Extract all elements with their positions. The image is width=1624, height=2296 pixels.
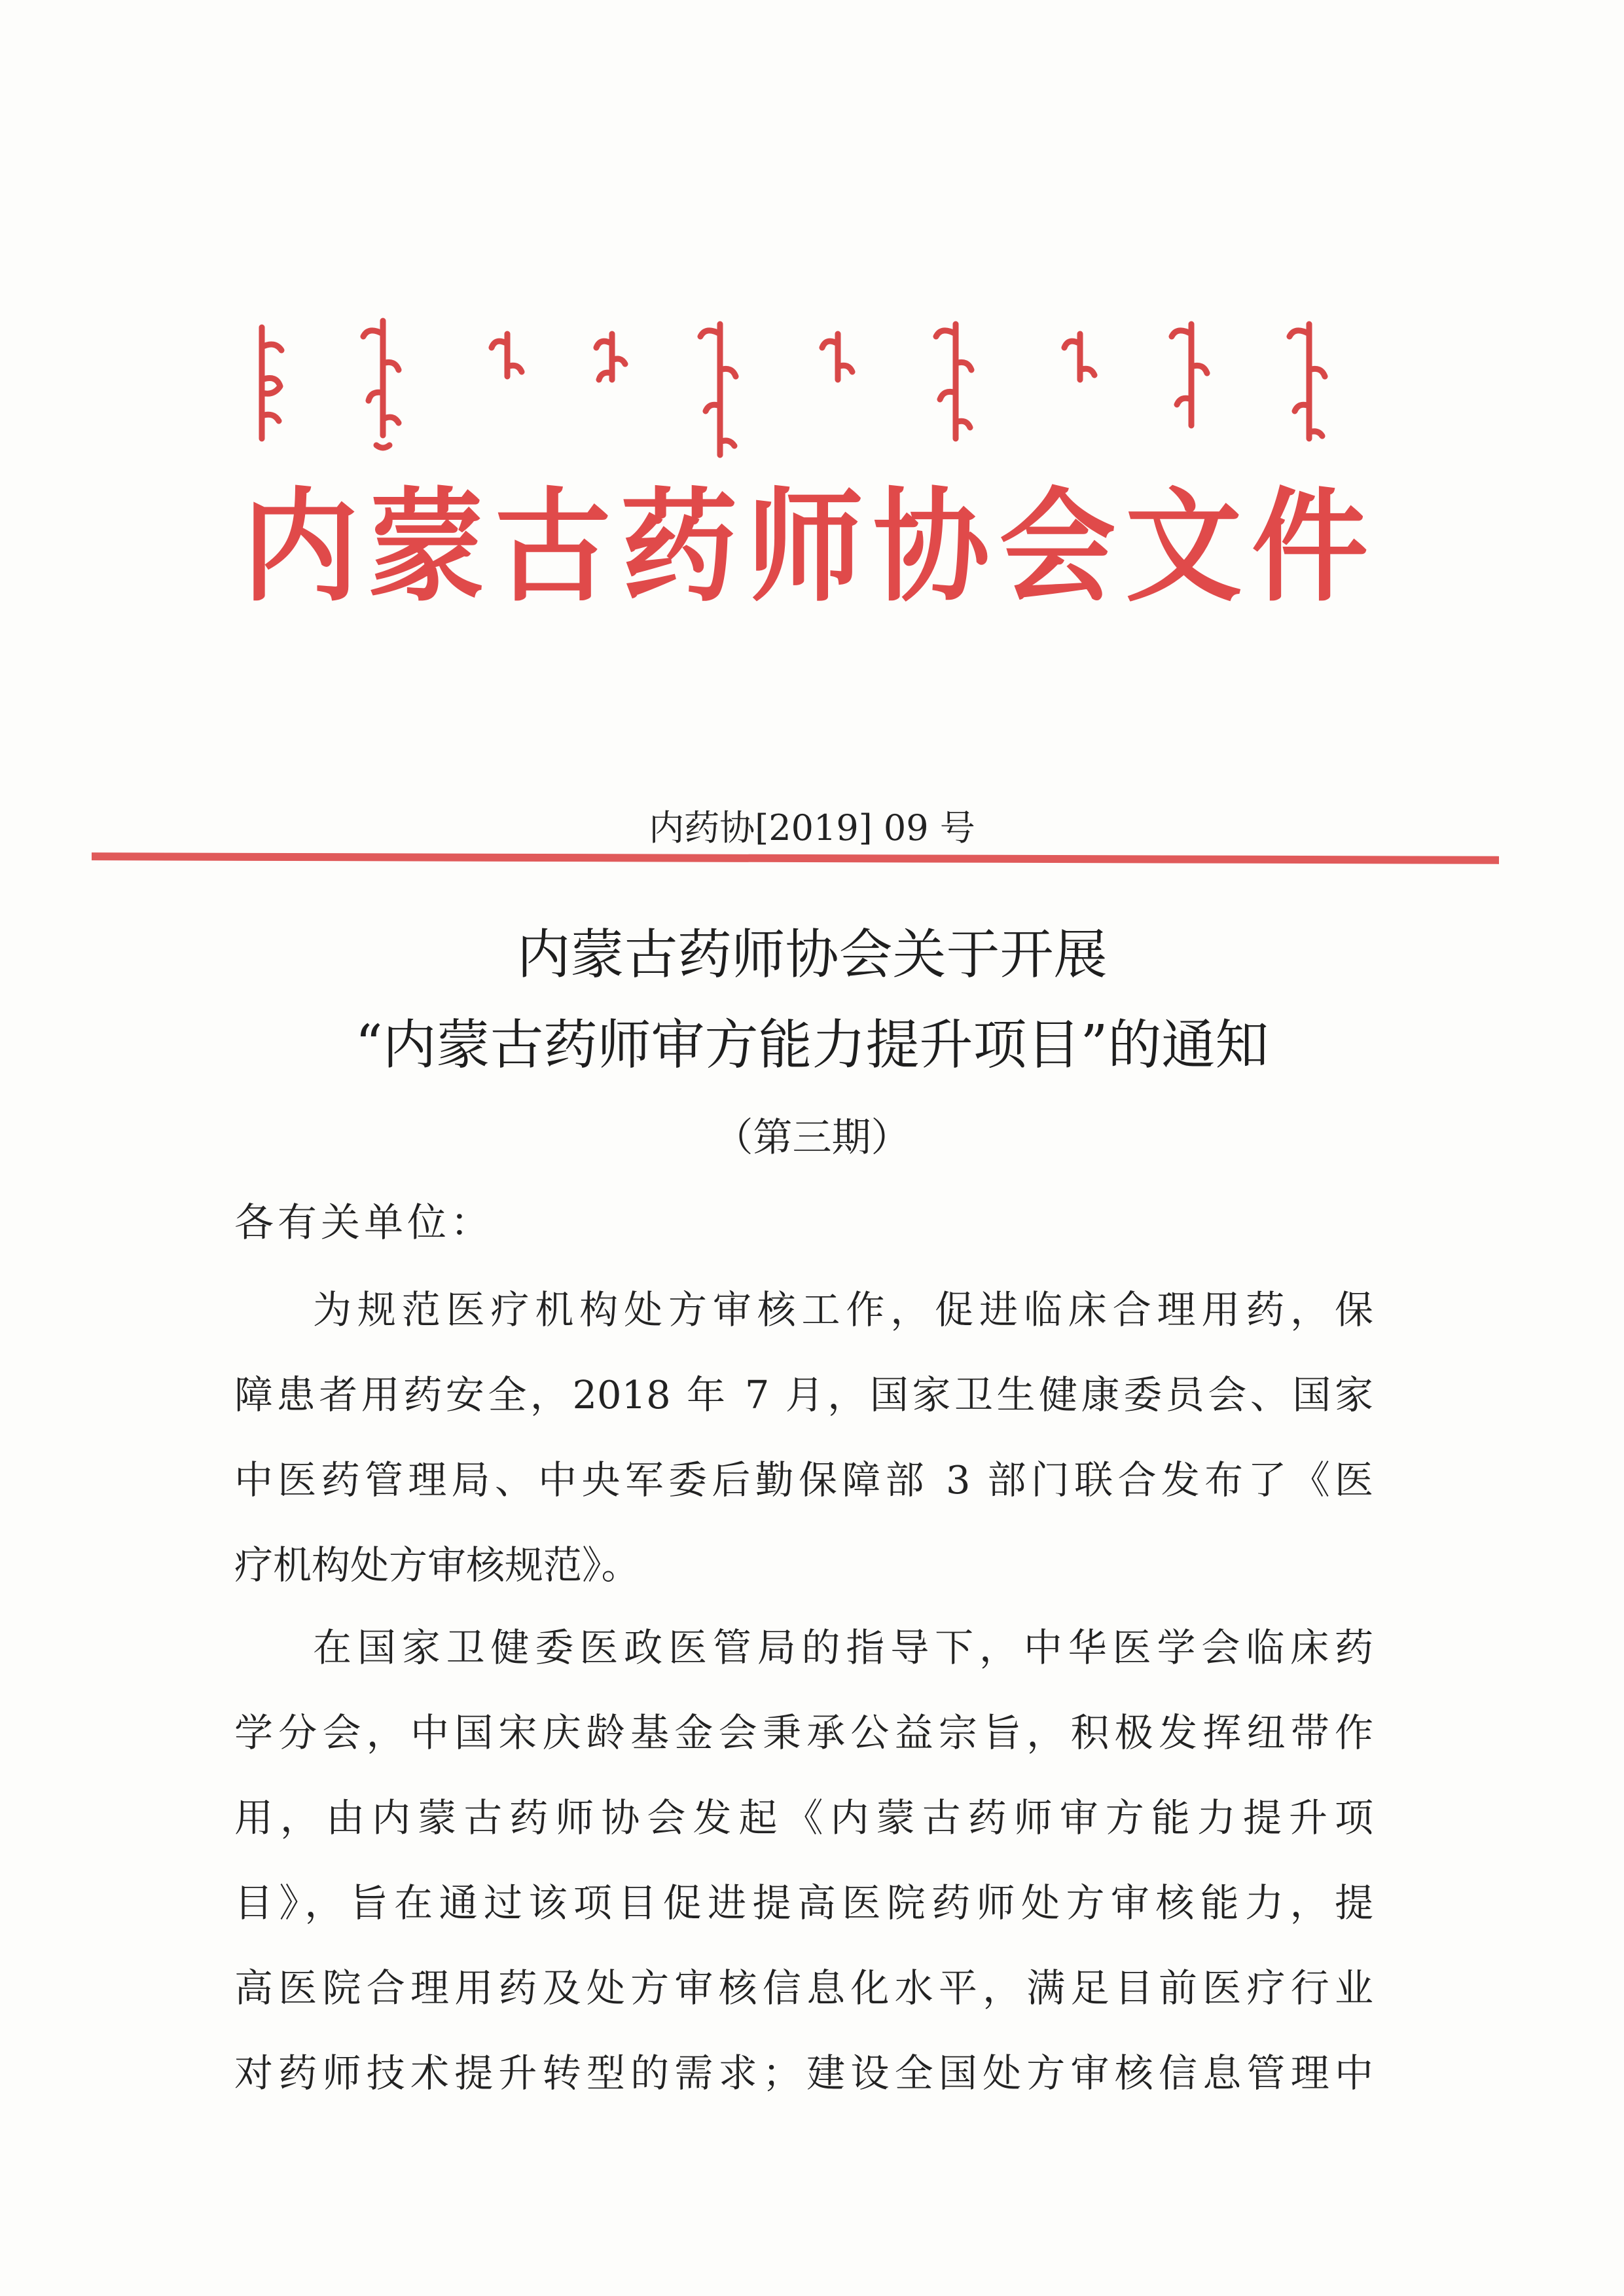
paragraph-2 — [234, 1605, 1373, 2116]
masthead-char: 会 — [999, 474, 1116, 619]
paragraph-line: 在国家卫健委医政医管局的指导下，中华医学会临床药 — [313, 1625, 1373, 1670]
notice-subtitle: （第三期） — [713, 1115, 911, 1161]
paragraph-line: 高医院合理用药及处方审核信息化水平，满足目前医疗行业 — [234, 1965, 1373, 2011]
paragraph-line: 用，由内蒙古药师协会发起《内蒙古药师审方能力提升项 — [234, 1795, 1373, 1840]
masthead-char: 师 — [747, 474, 863, 619]
red-divider — [92, 852, 1499, 864]
paragraph-line: 为规范医疗机构处方审核工作，促进临床合理用药，保 — [313, 1287, 1373, 1332]
masthead-char: 内 — [242, 474, 359, 619]
document-masthead — [242, 471, 1368, 622]
masthead-char: 药 — [621, 474, 738, 619]
mongolian-script-title — [249, 308, 1348, 458]
paragraph-line: 学分会，中国宋庆龄基金会秉承公益宗旨，积极发挥纽带作 — [234, 1710, 1373, 1755]
notice-title-line2: “内蒙古药师审方能力提升项目”的通知 — [355, 1014, 1269, 1076]
masthead-char: 蒙 — [368, 474, 485, 619]
salutation: 各有关单位： — [234, 1200, 494, 1246]
paragraph-line: 疗机构处方审核规范》。 — [234, 1542, 640, 1588]
document-number: 内药协[2019] 09 号 — [649, 807, 975, 848]
masthead-char: 文 — [1125, 474, 1242, 619]
paragraph-line: 目》，旨在通过该项目促进提高医院药师处方审核能力，提 — [234, 1880, 1373, 1925]
paragraph-line: 对药师技术提升转型的需求；建设全国处方审核信息管理中 — [234, 2050, 1373, 2096]
masthead-char: 件 — [1252, 474, 1368, 619]
masthead-char: 协 — [873, 474, 990, 619]
paragraph-line: 中医药管理局、中央军委后勤保障部 3 部门联合发布了《医 — [234, 1457, 1373, 1503]
masthead-char: 古 — [494, 474, 611, 619]
paragraph-line: 障患者用药安全，2018 年 7 月，国家卫生健康委员会、国家 — [234, 1372, 1373, 1417]
paragraph-1 — [234, 1267, 1373, 1608]
notice-title-line1: 内蒙古药师协会关于开展 — [516, 924, 1108, 986]
